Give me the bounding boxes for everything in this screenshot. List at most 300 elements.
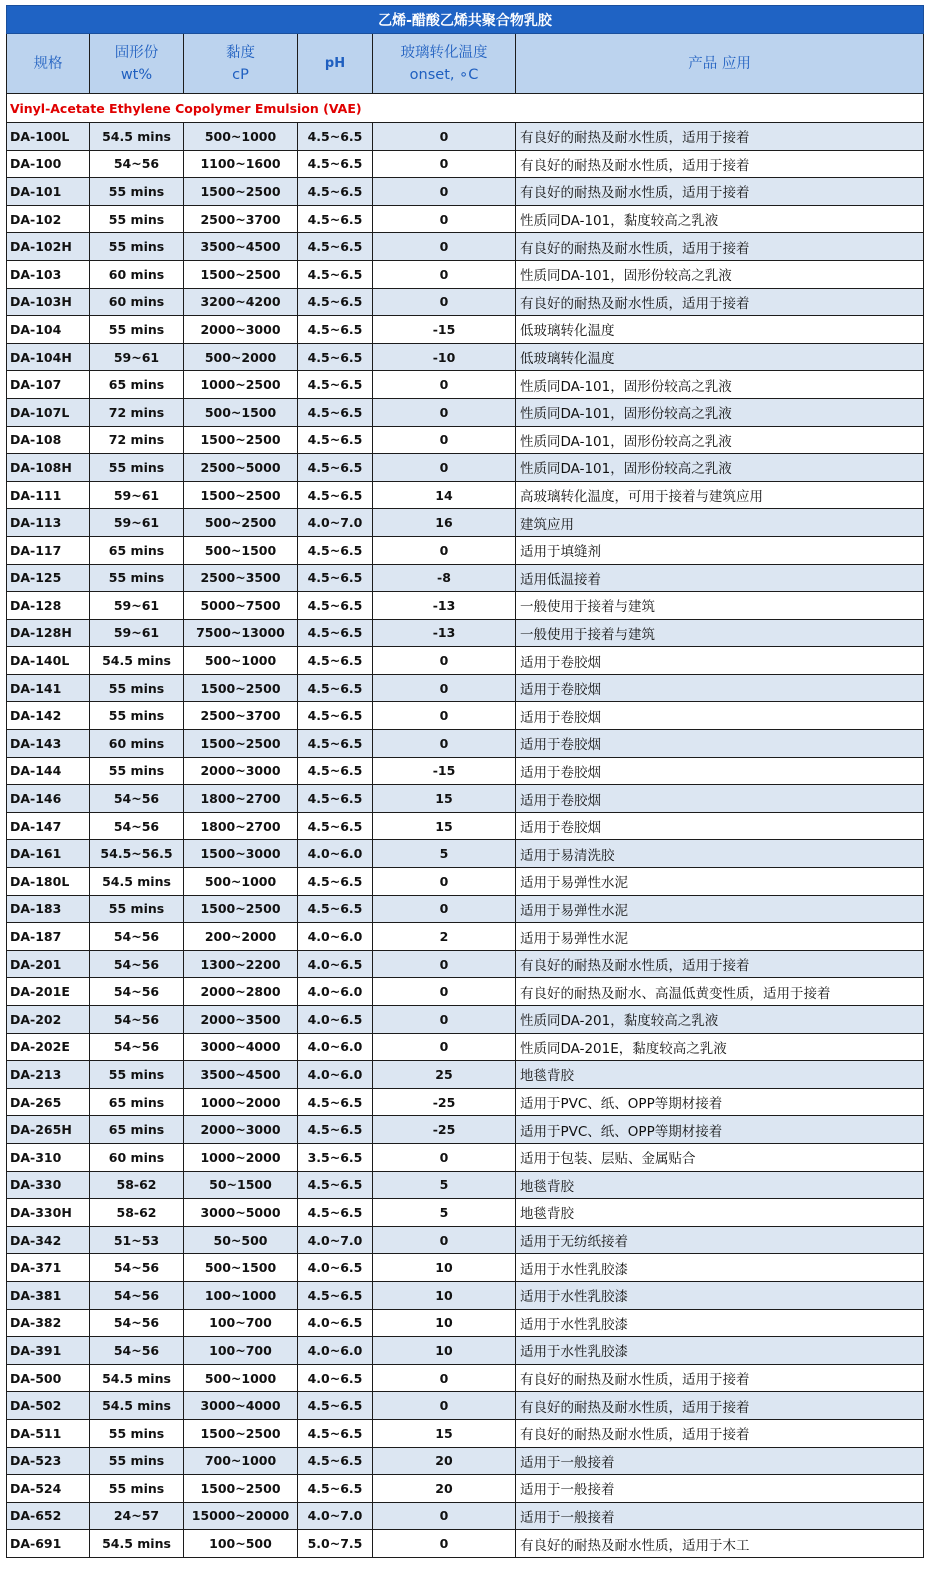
cell-viscosity: 3000~4000 [184,1392,298,1420]
cell-ph: 4.5~6.5 [298,674,373,702]
cell-application: 适用于PVC、纸、OPP等期材接着 [516,1088,924,1116]
cell-tg: 0 [373,371,516,399]
cell-viscosity: 500~2000 [184,343,298,371]
cell-ph: 4.0~6.5 [298,1309,373,1337]
header-solids-label: 固形份 [114,44,159,61]
cell-application: 适用于卷胶烟 [516,812,924,840]
cell-spec: DA-524 [7,1475,90,1503]
cell-viscosity: 1500~2500 [184,1475,298,1503]
vae-product-table [6,5,924,1558]
table-row [7,316,924,344]
cell-spec: DA-108 [7,426,90,454]
cell-application: 有良好的耐热及耐水性质，适用于接着 [516,288,924,316]
cell-ph: 4.5~6.5 [298,1171,373,1199]
cell-ph: 4.0~6.5 [298,950,373,978]
cell-solids: 51~53 [90,1226,184,1254]
cell-solids: 54.5 mins [90,1392,184,1420]
cell-solids: 60 mins [90,288,184,316]
cell-tg: 16 [373,509,516,537]
cell-ph: 4.5~6.5 [298,536,373,564]
cell-tg: -15 [373,316,516,344]
cell-spec: DA-103 [7,260,90,288]
cell-viscosity: 3200~4200 [184,288,298,316]
cell-spec: DA-310 [7,1143,90,1171]
cell-application: 适用低温接着 [516,564,924,592]
cell-ph: 4.5~6.5 [298,178,373,206]
cell-viscosity: 500~1500 [184,398,298,426]
cell-solids: 24~57 [90,1502,184,1530]
cell-spec: DA-265H [7,1116,90,1144]
cell-solids: 55 mins [90,1447,184,1475]
cell-viscosity: 500~1500 [184,1254,298,1282]
table-row [7,840,924,868]
cell-application: 有良好的耐热及耐水性质，适用于接着 [516,150,924,178]
cell-ph: 4.5~6.5 [298,868,373,896]
cell-solids: 72 mins [90,398,184,426]
cell-viscosity: 1500~2500 [184,178,298,206]
cell-spec: DA-691 [7,1530,90,1558]
cell-application: 有良好的耐热及耐水性质，适用于接着 [516,1419,924,1447]
table-row [7,785,924,813]
cell-tg: 14 [373,481,516,509]
table-row [7,1033,924,1061]
cell-viscosity: 2000~2800 [184,978,298,1006]
cell-viscosity: 100~500 [184,1530,298,1558]
cell-solids: 59~61 [90,343,184,371]
table-row [7,895,924,923]
cell-solids: 55 mins [90,233,184,261]
cell-application: 适用于一般接着 [516,1475,924,1503]
table-row [7,509,924,537]
header-viscosity [184,34,298,94]
cell-tg: 0 [373,426,516,454]
cell-tg: 0 [373,454,516,482]
cell-tg: 20 [373,1475,516,1503]
cell-tg: 0 [373,868,516,896]
cell-solids: 58-62 [90,1199,184,1227]
cell-tg: -8 [373,564,516,592]
cell-solids: 55 mins [90,178,184,206]
table-row [7,481,924,509]
cell-tg: 0 [373,178,516,206]
cell-viscosity: 1500~2500 [184,1419,298,1447]
cell-solids: 55 mins [90,757,184,785]
cell-spec: DA-523 [7,1447,90,1475]
cell-ph: 4.5~6.5 [298,564,373,592]
cell-tg: 0 [373,978,516,1006]
cell-spec: DA-180L [7,868,90,896]
cell-application: 性质同DA-101，固形份较高之乳液 [516,454,924,482]
cell-spec: DA-187 [7,923,90,951]
cell-tg: -10 [373,343,516,371]
cell-viscosity: 1100~1600 [184,150,298,178]
table-row [7,1309,924,1337]
cell-viscosity: 100~700 [184,1337,298,1365]
cell-viscosity: 1800~2700 [184,812,298,840]
cell-spec: DA-202E [7,1033,90,1061]
cell-spec: DA-142 [7,702,90,730]
cell-spec: DA-107L [7,398,90,426]
cell-solids: 55 mins [90,1061,184,1089]
cell-tg: -13 [373,619,516,647]
header-ph: pH [298,34,373,94]
cell-spec: DA-111 [7,481,90,509]
cell-solids: 72 mins [90,426,184,454]
table-row [7,536,924,564]
cell-viscosity: 2000~3500 [184,1006,298,1034]
cell-application: 有良好的耐热及耐水性质，适用于接着 [516,1364,924,1392]
table-row [7,674,924,702]
cell-ph: 4.5~6.5 [298,205,373,233]
cell-tg: 0 [373,150,516,178]
cell-ph: 4.5~6.5 [298,895,373,923]
cell-application: 适用于水性乳胶漆 [516,1337,924,1365]
cell-spec: DA-147 [7,812,90,840]
cell-tg: 0 [373,730,516,758]
cell-solids: 55 mins [90,454,184,482]
cell-spec: DA-108H [7,454,90,482]
cell-application: 有良好的耐热及耐水性质，适用于木工 [516,1530,924,1558]
cell-application: 适用于易弹性水泥 [516,923,924,951]
header-tg-label: 玻璃转化温度 [400,44,488,61]
cell-tg: 15 [373,1419,516,1447]
cell-spec: DA-201 [7,950,90,978]
section-row [7,94,924,123]
cell-viscosity: 500~1000 [184,123,298,151]
cell-viscosity: 100~700 [184,1309,298,1337]
cell-solids: 65 mins [90,1116,184,1144]
cell-spec: DA-146 [7,785,90,813]
cell-solids: 55 mins [90,564,184,592]
table-row [7,564,924,592]
cell-application: 有良好的耐热及耐水、高温低黄变性质，适用于接着 [516,978,924,1006]
cell-application: 性质同DA-101，固形份较高之乳液 [516,426,924,454]
cell-spec: DA-128 [7,592,90,620]
cell-spec: DA-107 [7,371,90,399]
cell-tg: 5 [373,840,516,868]
cell-application: 适用于易弹性水泥 [516,868,924,896]
cell-solids: 55 mins [90,895,184,923]
cell-tg: 10 [373,1254,516,1282]
cell-application: 适用于卷胶烟 [516,647,924,675]
table-row [7,1226,924,1254]
cell-application: 高玻璃转化温度，可用于接着与建筑应用 [516,481,924,509]
cell-tg: -25 [373,1088,516,1116]
cell-ph: 4.5~6.5 [298,757,373,785]
cell-ph: 4.5~6.5 [298,1088,373,1116]
cell-solids: 59~61 [90,481,184,509]
cell-application: 有良好的耐热及耐水性质，适用于接着 [516,233,924,261]
cell-application: 有良好的耐热及耐水性质，适用于接着 [516,1392,924,1420]
cell-ph: 5.0~7.5 [298,1530,373,1558]
cell-viscosity: 2500~5000 [184,454,298,482]
table-row [7,343,924,371]
cell-spec: DA-117 [7,536,90,564]
cell-ph: 4.5~6.5 [298,481,373,509]
cell-tg: 0 [373,1033,516,1061]
table-row [7,1530,924,1558]
cell-application: 性质同DA-201，黏度较高之乳液 [516,1006,924,1034]
table-row [7,730,924,758]
cell-spec: DA-161 [7,840,90,868]
cell-ph: 4.0~6.0 [298,923,373,951]
cell-solids: 54~56 [90,785,184,813]
cell-solids: 55 mins [90,205,184,233]
cell-viscosity: 3500~4500 [184,1061,298,1089]
cell-viscosity: 500~1500 [184,536,298,564]
cell-viscosity: 50~500 [184,1226,298,1254]
cell-application: 性质同DA-101，固形份较高之乳液 [516,260,924,288]
table-row [7,1502,924,1530]
cell-ph: 4.5~6.5 [298,1281,373,1309]
section-title: Vinyl-Acetate Ethylene Copolymer Emulsion (VAE) [7,94,924,123]
cell-application: 性质同DA-101，固形份较高之乳液 [516,371,924,399]
cell-spec: DA-652 [7,1502,90,1530]
cell-application: 一般使用于接着与建筑 [516,592,924,620]
cell-viscosity: 500~1000 [184,647,298,675]
cell-viscosity: 3500~4500 [184,233,298,261]
cell-tg: 10 [373,1309,516,1337]
table-row [7,592,924,620]
cell-viscosity: 700~1000 [184,1447,298,1475]
cell-viscosity: 500~1000 [184,868,298,896]
cell-solids: 54.5~56.5 [90,840,184,868]
table-row [7,426,924,454]
table-row [7,1143,924,1171]
table-row [7,123,924,151]
cell-viscosity: 2000~3000 [184,316,298,344]
cell-tg: 15 [373,812,516,840]
cell-ph: 4.0~6.5 [298,1006,373,1034]
cell-solids: 55 mins [90,702,184,730]
header-tg-unit: onset, ∘C [409,66,479,83]
cell-solids: 54.5 mins [90,647,184,675]
cell-spec: DA-502 [7,1392,90,1420]
table-row [7,1006,924,1034]
cell-viscosity: 1500~2500 [184,674,298,702]
cell-spec: DA-511 [7,1419,90,1447]
cell-solids: 58-62 [90,1171,184,1199]
table-row [7,1061,924,1089]
cell-tg: 0 [373,1143,516,1171]
cell-solids: 55 mins [90,1475,184,1503]
cell-application: 一般使用于接着与建筑 [516,619,924,647]
cell-solids: 54~56 [90,1281,184,1309]
cell-tg: 10 [373,1337,516,1365]
cell-spec: DA-103H [7,288,90,316]
cell-solids: 65 mins [90,536,184,564]
cell-tg: 0 [373,950,516,978]
cell-tg: -13 [373,592,516,620]
cell-ph: 4.5~6.5 [298,730,373,758]
cell-tg: 0 [373,260,516,288]
cell-ph: 4.5~6.5 [298,1447,373,1475]
cell-ph: 4.5~6.5 [298,702,373,730]
cell-ph: 4.0~6.0 [298,978,373,1006]
cell-application: 适用于一般接着 [516,1447,924,1475]
cell-application: 建筑应用 [516,509,924,537]
cell-viscosity: 1500~3000 [184,840,298,868]
cell-solids: 54~56 [90,1006,184,1034]
cell-spec: DA-183 [7,895,90,923]
cell-ph: 4.0~7.0 [298,1502,373,1530]
cell-solids: 65 mins [90,371,184,399]
cell-solids: 55 mins [90,1419,184,1447]
table-row [7,1254,924,1282]
table-row [7,371,924,399]
cell-viscosity: 7500~13000 [184,619,298,647]
cell-application: 适用于水性乳胶漆 [516,1254,924,1282]
cell-viscosity: 1000~2500 [184,371,298,399]
cell-viscosity: 2500~3500 [184,564,298,592]
cell-ph: 4.5~6.5 [298,454,373,482]
cell-ph: 4.5~6.5 [298,288,373,316]
cell-ph: 4.5~6.5 [298,260,373,288]
cell-solids: 60 mins [90,1143,184,1171]
cell-spec: DA-104H [7,343,90,371]
cell-application: 适用于卷胶烟 [516,702,924,730]
cell-spec: DA-330H [7,1199,90,1227]
cell-application: 适用于包装、层贴、金属贴合 [516,1143,924,1171]
cell-spec: DA-140L [7,647,90,675]
cell-ph: 4.0~6.0 [298,1061,373,1089]
table-row [7,398,924,426]
table-row [7,233,924,261]
cell-tg: 0 [373,1502,516,1530]
cell-spec: DA-330 [7,1171,90,1199]
table-row [7,757,924,785]
table-row [7,702,924,730]
cell-tg: 0 [373,1006,516,1034]
cell-tg: 25 [373,1061,516,1089]
cell-tg: 0 [373,702,516,730]
cell-tg: 20 [373,1447,516,1475]
cell-application: 低玻璃转化温度 [516,343,924,371]
table-row [7,978,924,1006]
table-row [7,619,924,647]
cell-solids: 54~56 [90,923,184,951]
cell-tg: 0 [373,647,516,675]
cell-solids: 60 mins [90,260,184,288]
cell-tg: 0 [373,288,516,316]
cell-viscosity: 2000~3000 [184,1116,298,1144]
cell-spec: DA-100 [7,150,90,178]
cell-ph: 4.5~6.5 [298,647,373,675]
cell-spec: DA-128H [7,619,90,647]
cell-tg: 10 [373,1281,516,1309]
cell-viscosity: 500~2500 [184,509,298,537]
table-row [7,1419,924,1447]
table-body [7,123,924,1558]
header-row [7,34,924,94]
cell-spec: DA-342 [7,1226,90,1254]
cell-viscosity: 15000~20000 [184,1502,298,1530]
cell-ph: 4.5~6.5 [298,812,373,840]
cell-spec: DA-102H [7,233,90,261]
cell-ph: 4.0~6.0 [298,840,373,868]
cell-spec: DA-101 [7,178,90,206]
cell-solids: 54~56 [90,1254,184,1282]
cell-application: 地毯背胶 [516,1199,924,1227]
table-row [7,1364,924,1392]
header-solids [90,34,184,94]
cell-viscosity: 3000~5000 [184,1199,298,1227]
cell-viscosity: 1500~2500 [184,426,298,454]
cell-application: 适用于卷胶烟 [516,730,924,758]
cell-ph: 4.5~6.5 [298,1475,373,1503]
cell-viscosity: 1500~2500 [184,260,298,288]
cell-application: 适用于卷胶烟 [516,757,924,785]
cell-solids: 54.5 mins [90,1530,184,1558]
cell-spec: DA-100L [7,123,90,151]
header-viscosity-label: 黏度 [226,44,255,61]
table-title: 乙烯-醋酸乙烯共聚合物乳胶 [7,6,924,34]
table-row [7,260,924,288]
table-row [7,454,924,482]
table-row [7,288,924,316]
cell-ph: 4.0~6.0 [298,1033,373,1061]
cell-ph: 4.5~6.5 [298,785,373,813]
cell-spec: DA-371 [7,1254,90,1282]
cell-viscosity: 100~1000 [184,1281,298,1309]
cell-solids: 59~61 [90,619,184,647]
cell-tg: 5 [373,1199,516,1227]
cell-solids: 54~56 [90,812,184,840]
cell-tg: -15 [373,757,516,785]
cell-ph: 4.5~6.5 [298,398,373,426]
cell-application: 适用于水性乳胶漆 [516,1281,924,1309]
cell-application: 地毯背胶 [516,1061,924,1089]
cell-tg: 0 [373,1226,516,1254]
cell-solids: 65 mins [90,1088,184,1116]
cell-viscosity: 1500~2500 [184,481,298,509]
cell-viscosity: 5000~7500 [184,592,298,620]
cell-ph: 4.5~6.5 [298,233,373,261]
cell-ph: 4.5~6.5 [298,343,373,371]
cell-application: 适用于一般接着 [516,1502,924,1530]
cell-ph: 4.0~7.0 [298,509,373,537]
cell-tg: 0 [373,536,516,564]
cell-application: 适用于易清洗胶 [516,840,924,868]
cell-viscosity: 500~1000 [184,1364,298,1392]
cell-viscosity: 2500~3700 [184,702,298,730]
cell-spec: DA-500 [7,1364,90,1392]
cell-application: 有良好的耐热及耐水性质，适用于接着 [516,123,924,151]
cell-spec: DA-201E [7,978,90,1006]
cell-solids: 54~56 [90,950,184,978]
cell-application: 性质同DA-101，固形份较高之乳液 [516,398,924,426]
table-row [7,1475,924,1503]
table-row [7,1171,924,1199]
cell-tg: 5 [373,1171,516,1199]
cell-solids: 54.5 mins [90,123,184,151]
header-solids-unit: wt% [120,66,153,83]
cell-application: 地毯背胶 [516,1171,924,1199]
cell-ph: 4.0~7.0 [298,1226,373,1254]
cell-tg: 0 [373,674,516,702]
cell-ph: 4.5~6.5 [298,123,373,151]
cell-application: 性质同DA-201E，黏度较高之乳液 [516,1033,924,1061]
table-row [7,150,924,178]
cell-viscosity: 1800~2700 [184,785,298,813]
header-viscosity-unit: cP [232,66,249,83]
cell-viscosity: 1300~2200 [184,950,298,978]
cell-application: 适用于易弹性水泥 [516,895,924,923]
cell-application: 有良好的耐热及耐水性质，适用于接着 [516,950,924,978]
cell-solids: 59~61 [90,592,184,620]
cell-application: 有良好的耐热及耐水性质，适用于接着 [516,178,924,206]
cell-solids: 55 mins [90,316,184,344]
